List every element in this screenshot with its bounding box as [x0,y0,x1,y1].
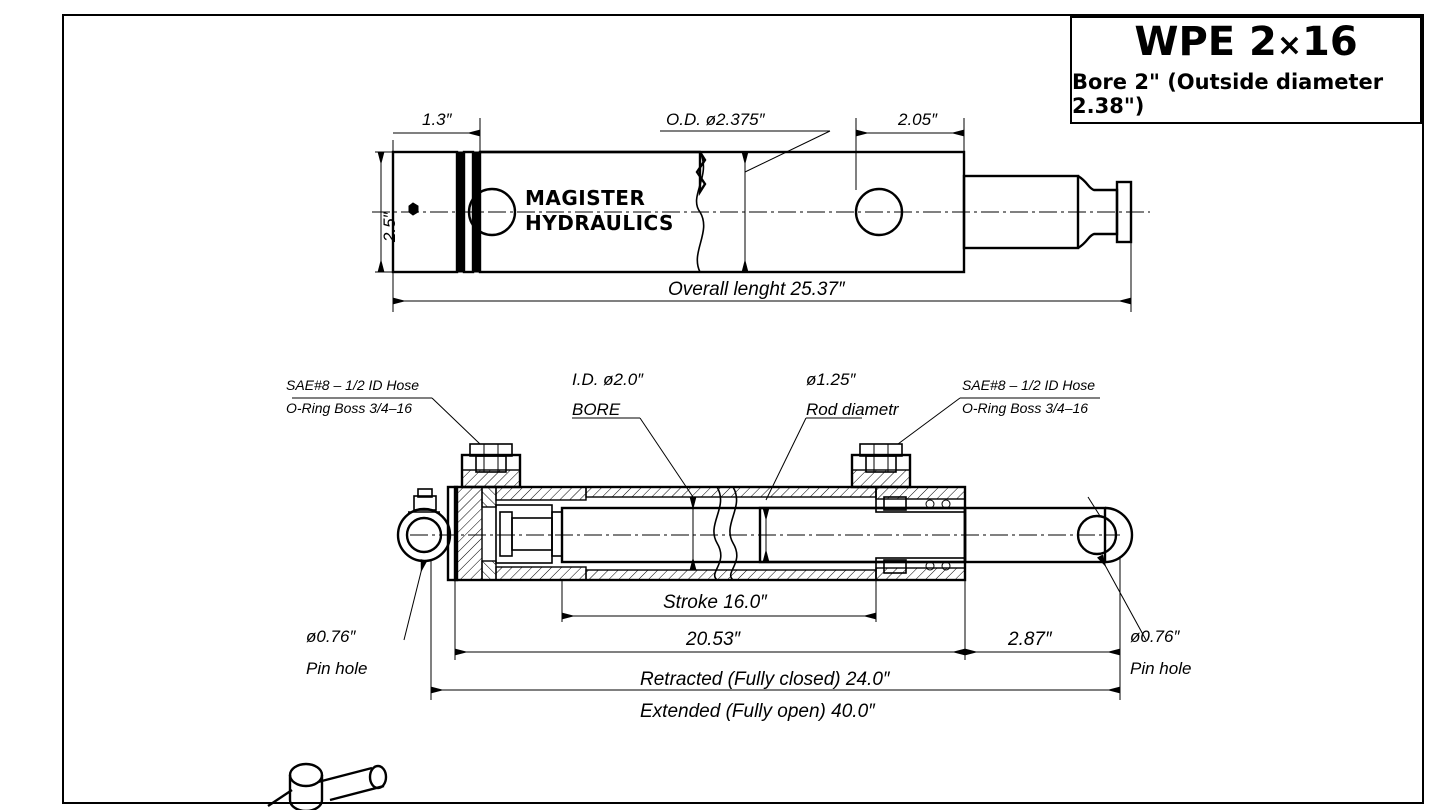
dim-barrel-height: 2.5″ [380,212,399,242]
rod-label-line1: ø1.25″ [806,370,856,389]
brand-line-1: MAGISTER [525,186,646,210]
pin-hole-right-line2: Pin hole [1130,659,1192,678]
port-right-label-line2: O-Ring Boss 3/4–16 [962,400,1089,416]
pin-hole-left-line1: ø0.76″ [306,627,356,646]
dim-cap-length: 1.3″ [422,110,452,129]
title-block-subtitle: Bore 2" (Outside diameter 2.38") [1072,70,1384,118]
pin-hole-left-line2: Pin hole [306,659,368,678]
right-port [852,444,910,487]
title-block-model-prefix: WPE 2 [1134,19,1277,65]
port-right-label-line1: SAE#8 – 1/2 ID Hose [962,377,1096,393]
dim-rod-end: 2.87″ [1008,629,1052,650]
left-clamp [398,487,457,580]
pin-hole-right-line1: ø0.76″ [1130,627,1180,646]
dim-overall-length: Overall lenght 25.37″ [668,279,845,300]
top-view-outline [372,152,1150,272]
section-view-geometry [398,444,1132,580]
rod-label-line2: Rod diametr [806,400,899,419]
title-block-model-size: 16 [1302,19,1358,65]
bore-label-line2: BORE [572,400,621,419]
accessory-detail [268,764,386,810]
port-left-label-line2: O-Ring Boss 3/4–16 [286,400,413,416]
dim-outside-diameter: O.D. ø2.375″ [666,110,765,129]
port-left-label-line1: SAE#8 – 1/2 ID Hose [286,377,420,393]
dim-port-spacing: 2.05″ [898,110,938,129]
dim-retracted: Retracted (Fully closed) 24.0″ [640,669,890,690]
dim-stroke: Stroke 16.0″ [663,592,767,613]
title-block-model-separator: × [1276,28,1302,63]
left-port [462,444,520,487]
brand-line-2: HYDRAULICS [525,211,674,235]
bore-label-line1: I.D. ø2.0″ [572,370,644,389]
dim-mid-length: 20.53″ [686,629,741,650]
brand-label [525,186,674,236]
dim-extended: Extended (Fully open) 40.0″ [640,701,875,722]
